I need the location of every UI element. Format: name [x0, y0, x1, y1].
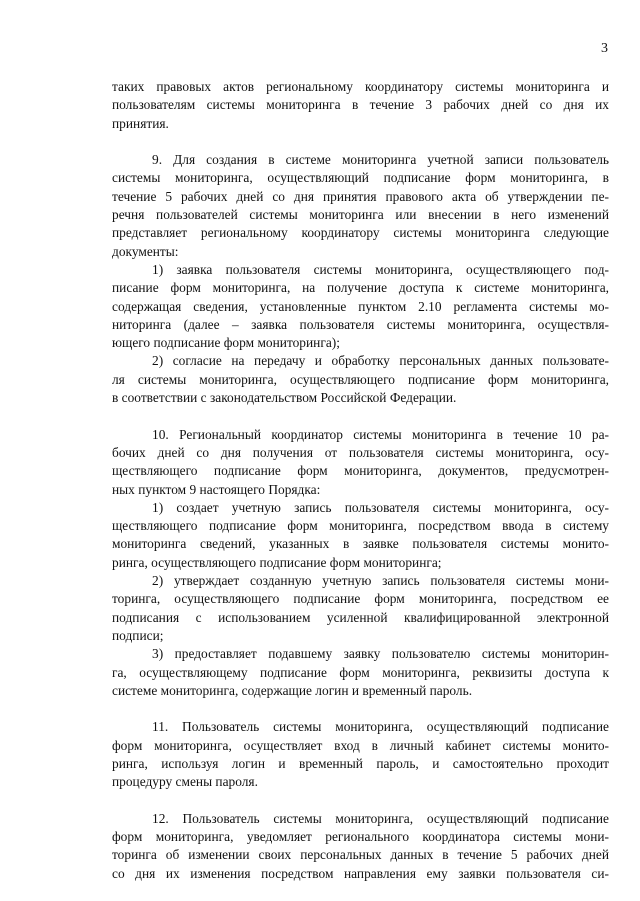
paragraph-gap — [112, 792, 609, 810]
paragraph-line: 3) предоставляет подавшему заявку пользователю системы мониторин- — [152, 646, 609, 662]
paragraph-gap — [112, 700, 609, 718]
page-number: 3 — [601, 41, 608, 56]
paragraph-line: со дня их изменения посредством направления ему заявки пользователя си- — [112, 865, 609, 881]
paragraph-line: течение 5 рабочих дней со дня принятия правового акта об утверждении пе- — [112, 188, 609, 204]
paragraph-line: форм мониторинга, осуществляет вход в личный кабинет системы монито- — [112, 737, 609, 753]
paragraph-line: принятия. — [112, 115, 169, 131]
paragraph-line: 12. Пользователь системы мониторинга, осуществляющий подписание — [152, 810, 609, 826]
paragraph-line: мониторинга сведений, указанных в заявке пользователя системы монито- — [112, 536, 609, 552]
paragraph — [112, 78, 609, 133]
paragraph — [112, 352, 609, 407]
paragraph-line: торинга, осуществляющего подписание форм мониторинга, посредством ее — [112, 591, 609, 607]
paragraph-line: содержащая сведения, установленные пунктом 2.10 регламента системы мо- — [112, 298, 609, 314]
paragraph-line: ных пунктом 9 настоящего Порядка: — [112, 481, 321, 497]
paragraph-line: 11. Пользователь системы мониторинга, осуществляющий подписание — [152, 719, 609, 735]
paragraph — [112, 810, 609, 883]
paragraph-line: форм мониторинга, уведомляет регионального координатора системы мони- — [112, 829, 609, 845]
paragraph-line: 2) утверждает созданную учетную запись пользователя системы мони- — [152, 573, 609, 589]
paragraph-line: ществляющего подписание форм мониторинга, документов, предусмотрен- — [112, 463, 609, 479]
paragraph-line: 1) заявка пользователя системы мониторинга, осуществляющего под- — [152, 261, 609, 277]
paragraph-line: в соответствии с законодательством Российской Федерации. — [112, 390, 457, 406]
paragraph — [112, 572, 609, 645]
paragraph-line: пользователям системы мониторинга в течение 3 рабочих дней со дня их — [112, 97, 609, 113]
paragraph-line: речня пользователей системы мониторинга или внесении в него изменений — [112, 207, 609, 223]
paragraph — [112, 151, 609, 261]
paragraph-line: таких правовых актов региональному координатору системы мониторинга и — [112, 79, 609, 94]
paragraph-line: системе мониторинга, содержащие логин и временный пароль. — [112, 682, 473, 698]
paragraph — [112, 718, 609, 791]
paragraph-line: бочих дней со дня получения от пользователя системы мониторинга, осу- — [112, 444, 609, 460]
paragraph-line: документы: — [112, 243, 179, 259]
paragraph-line: подписи; — [112, 627, 164, 643]
paragraph-line: представляет региональному координатору системы мониторинга следующие — [112, 225, 609, 241]
paragraph-line: ля системы мониторинга, осуществляющего подписание форм мониторинга, — [112, 371, 609, 387]
document-body — [112, 78, 609, 883]
paragraph-line: ринга, осуществляющего подписание форм мониторинга; — [112, 554, 442, 570]
paragraph-line: 9. Для создания в системе мониторинга учетной записи пользователь — [152, 152, 609, 168]
paragraph-line: ющего подписание форм мониторинга); — [112, 335, 340, 351]
paragraph-line: ществляющего подписание форм мониторинга, посредством ввода в систему — [112, 518, 609, 534]
paragraph-line: 10. Региональный координатор системы мониторинга в течение 10 ра- — [152, 426, 609, 442]
paragraph-line: 2) согласие на передачу и обработку персональных данных пользовате- — [152, 353, 609, 369]
paragraph — [112, 261, 609, 352]
paragraph-line: системы мониторинга, осуществляющий подписание форм мониторинга, в — [112, 170, 609, 186]
paragraph-line: торинга об изменении своих персональных данных в течение 5 рабочих дней — [112, 847, 609, 863]
paragraph-line: писание форм мониторинга, на получение доступа к системе мониторинга, — [112, 280, 609, 296]
paragraph-line: 1) создает учетную запись пользователя системы мониторинга, осу- — [152, 499, 609, 515]
paragraph-line: процедуру смены пароля. — [112, 774, 258, 790]
paragraph — [112, 499, 609, 572]
paragraph-line: ниторинга (далее – заявка пользователя системы мониторинга, осуществля- — [112, 316, 609, 332]
paragraph-line: подписания с использованием усиленной квалифицированной электронной — [112, 609, 609, 625]
paragraph-gap — [112, 407, 609, 425]
paragraph — [112, 426, 609, 499]
paragraph — [112, 645, 609, 700]
paragraph-line: ринга, используя логин и временный пароль, и самостоятельно проходит — [112, 755, 609, 771]
paragraph-line: га, осуществляющему подписание форм мониторинга, реквизиты доступа к — [112, 664, 609, 680]
paragraph-gap — [112, 133, 609, 151]
